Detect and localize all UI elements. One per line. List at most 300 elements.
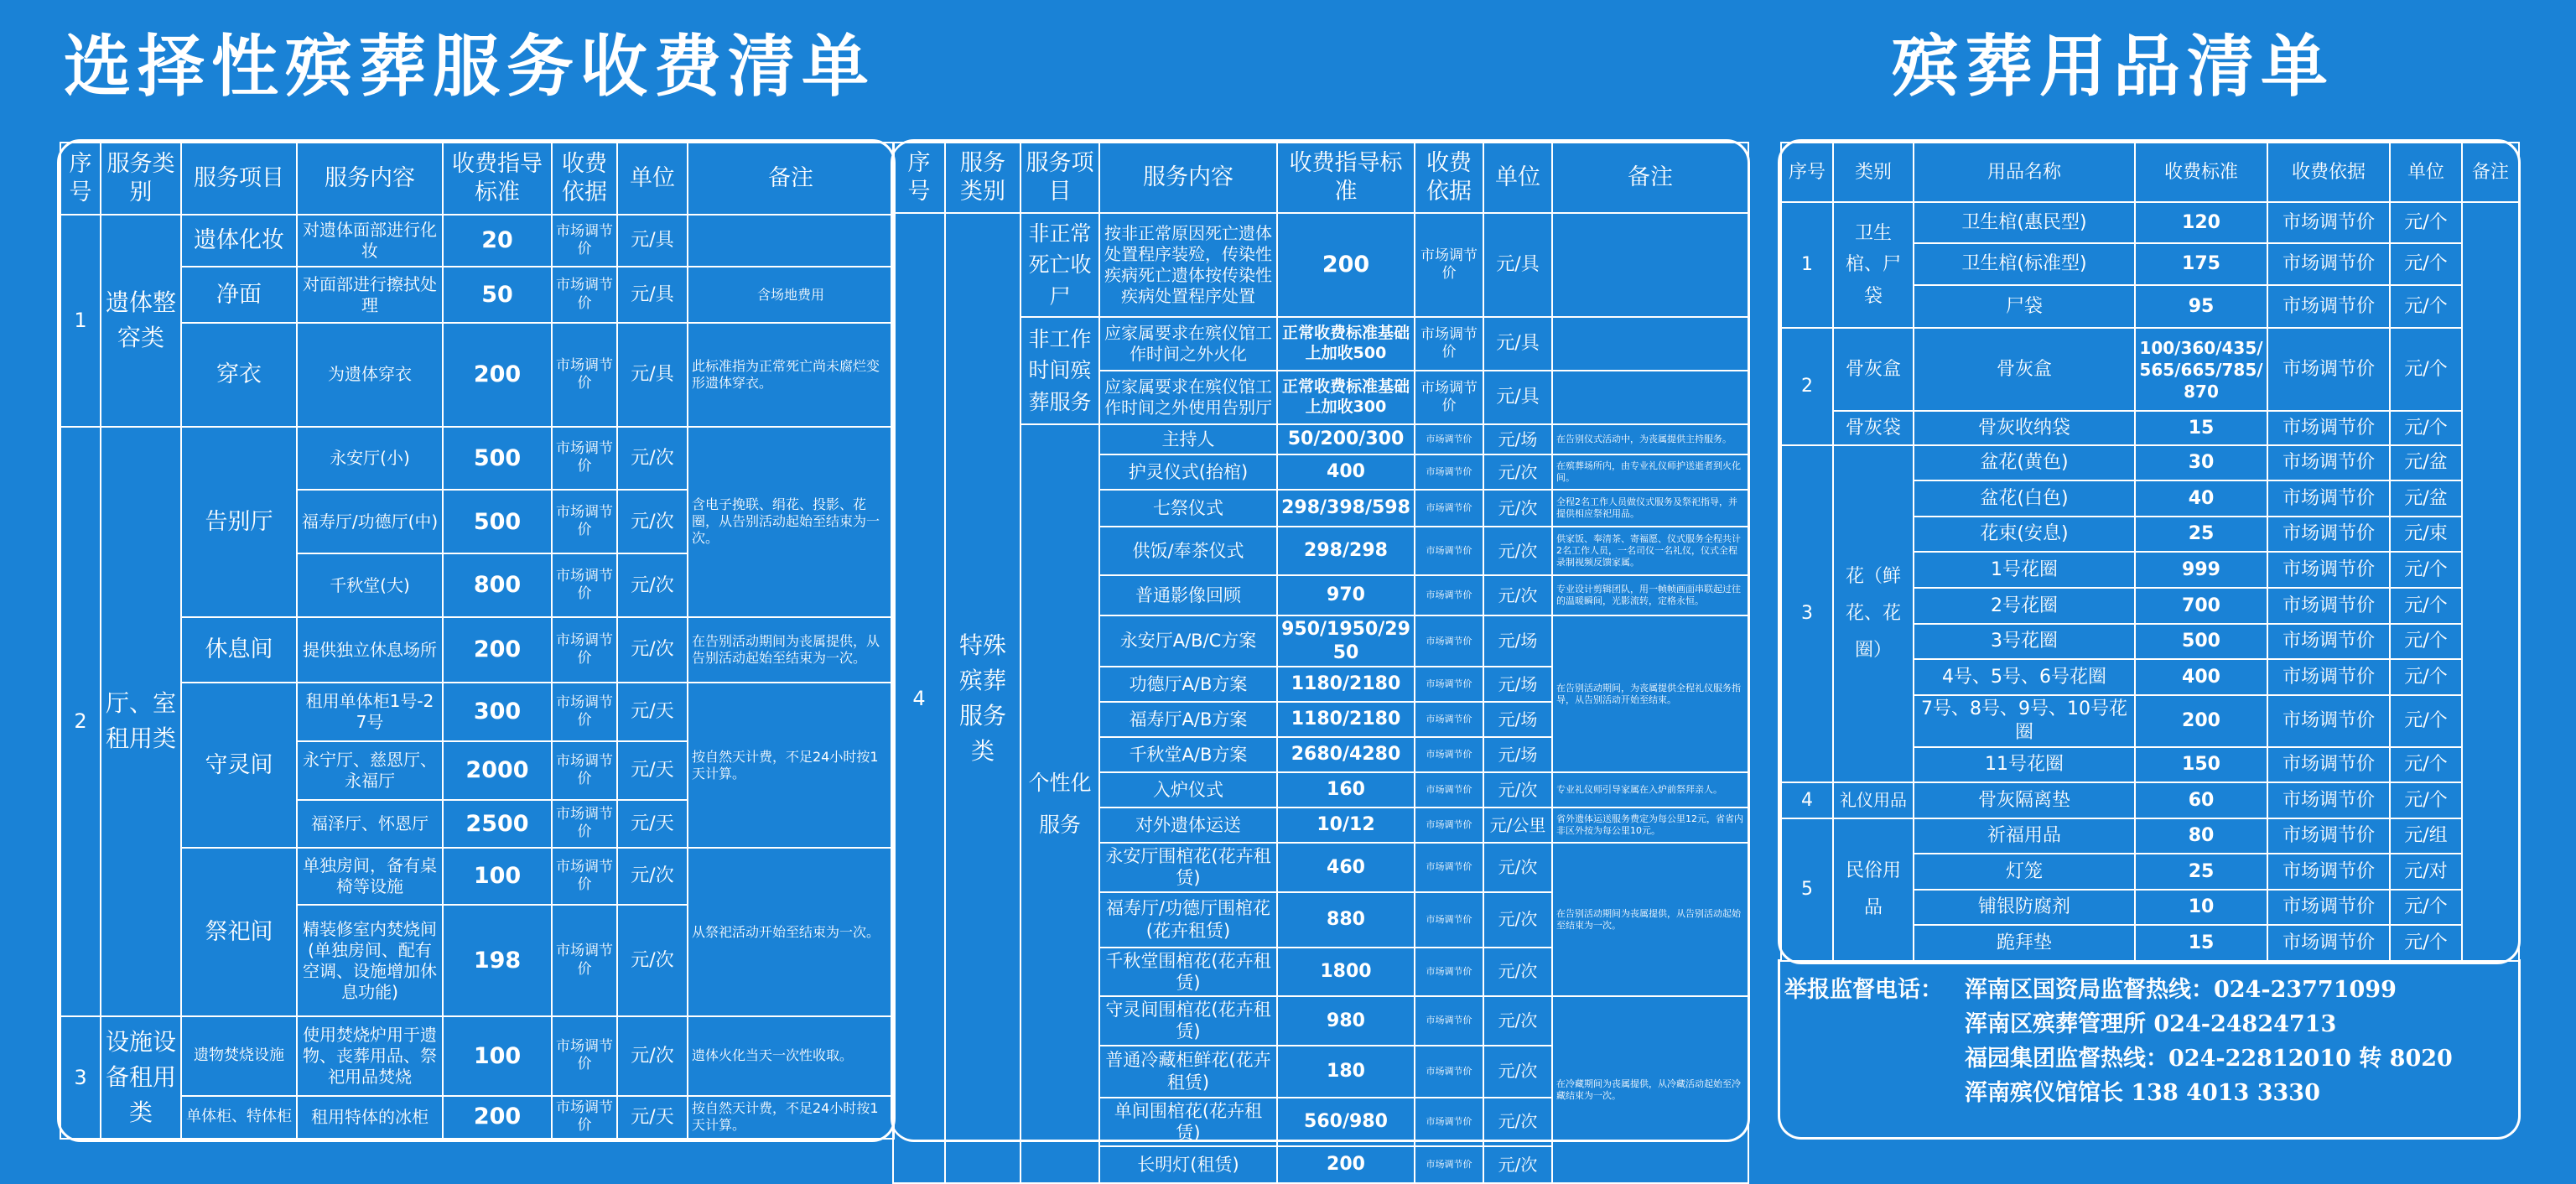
supply-fee: 400 — [2135, 659, 2267, 695]
service-project: 单体柜、特体柜 — [181, 1096, 297, 1139]
supply-unit: 元/盆 — [2390, 445, 2462, 481]
service-content: 入炉仪式 — [1099, 772, 1277, 808]
service-content: 供饭/奉茶仪式 — [1099, 527, 1277, 575]
supply-fee: 15 — [2135, 411, 2267, 445]
service-group: 个性化服务 — [1021, 424, 1099, 1183]
note — [1552, 317, 1748, 371]
table-row — [60, 427, 894, 491]
table-row — [60, 1096, 894, 1139]
fee-unit: 元/场 — [1483, 615, 1552, 667]
fee-value: 100 — [443, 848, 552, 905]
fee-unit: 元/次 — [617, 848, 688, 905]
supply-basis: 市场调节价 — [2267, 695, 2390, 747]
note: 按自然天计费，不足24小时按1天计算。 — [688, 683, 894, 848]
table-row — [1781, 818, 2519, 854]
table-row — [60, 683, 894, 741]
supply-basis: 市场调节价 — [2267, 517, 2390, 553]
supply-name: 卫生棺(惠民型) — [1914, 202, 2135, 243]
supply-basis: 市场调节价 — [2267, 782, 2390, 818]
section-number: 3 — [1781, 445, 1833, 782]
service-project: 休息间 — [181, 617, 297, 683]
table-row — [1781, 411, 2519, 445]
service-content: 千秋堂围棺花(花卉租赁) — [1099, 948, 1277, 997]
supply-fee: 40 — [2135, 480, 2267, 517]
note: 此标准指为正常死亡尚未腐烂变形遗体穿衣。 — [688, 323, 894, 426]
header-cell: 服务类别 — [101, 143, 181, 215]
service-content: 主持人 — [1099, 424, 1277, 454]
fee-basis: 市场调节价 — [1415, 737, 1483, 772]
supply-name: 盆花(白色) — [1914, 480, 2135, 517]
fee-basis: 市场调节价 — [1415, 1098, 1483, 1147]
supply-fee: 100/360/435/565/665/785/870 — [2135, 328, 2267, 411]
note: 在殡葬场所内，由专业礼仪师护送逝者到火化间。 — [1552, 454, 1748, 490]
fee-basis: 市场调节价 — [552, 905, 617, 1016]
supply-note — [2462, 202, 2519, 961]
table-row — [60, 267, 894, 324]
header-cell: 服务内容 — [297, 143, 443, 215]
section-category: 设施设备租用类 — [101, 1016, 181, 1139]
fee-unit: 元/次 — [1483, 1046, 1552, 1098]
section-category: 礼仪用品 — [1833, 782, 1914, 818]
fee-value: 2680/4280 — [1277, 737, 1415, 772]
note: 在冷藏期间为丧属提供，从冷藏活动起始至冷藏结束为一次。 — [1552, 996, 1748, 1183]
fee-basis: 市场调节价 — [552, 1096, 617, 1139]
service-content: 守灵间围棺花(花卉租赁) — [1099, 996, 1277, 1046]
service-project: 祭祀间 — [181, 848, 297, 1016]
service-content: 普通冷藏柜鲜花(花卉租赁) — [1099, 1046, 1277, 1098]
section-number: 5 — [1781, 818, 1833, 961]
service-project: 遗体化妆 — [181, 215, 297, 267]
supply-unit: 元/盆 — [2390, 480, 2462, 517]
fee-basis: 市场调节价 — [1415, 490, 1483, 527]
fee-unit: 元/具 — [1483, 213, 1552, 317]
supply-unit: 元/个 — [2390, 202, 2462, 243]
supply-unit: 元/个 — [2390, 552, 2462, 588]
service-fee-table-right — [891, 139, 1750, 1176]
service-content: 单独房间，备有桌椅等设施 — [297, 848, 443, 905]
fee-basis: 市场调节价 — [552, 800, 617, 848]
fee-basis: 市场调节价 — [1415, 575, 1483, 615]
contact-label: 举报监督电话： — [1784, 977, 1943, 1003]
service-fee-table-left — [57, 139, 896, 1142]
supply-name: 盆花(黄色) — [1914, 445, 2135, 481]
table-row — [1781, 445, 2519, 481]
section-number: 4 — [1781, 782, 1833, 818]
section-category: 遗体整容类 — [101, 215, 181, 426]
supply-fee: 30 — [2135, 445, 2267, 481]
table-row — [60, 848, 894, 905]
note: 在告别仪式活动中，为丧属提供主持服务。 — [1552, 424, 1748, 454]
fee-basis: 市场调节价 — [1415, 772, 1483, 808]
service-content: 为遗体穿衣 — [297, 323, 443, 426]
fee-value: 950/1950/2950 — [1277, 615, 1415, 667]
supply-name: 花束(安息) — [1914, 517, 2135, 553]
fee-basis: 市场调节价 — [552, 1016, 617, 1095]
fee-basis: 市场调节价 — [1415, 213, 1483, 317]
fee-value: 560/980 — [1277, 1098, 1415, 1147]
fee-value: 200 — [443, 323, 552, 426]
supply-basis: 市场调节价 — [2267, 854, 2390, 890]
note: 按自然天计费，不足24小时按1天计算。 — [688, 1096, 894, 1139]
supply-basis: 市场调节价 — [2267, 243, 2390, 286]
service-content: 提供独立休息场所 — [297, 617, 443, 683]
note: 供家饭、奉清茶、寄福愿、仪式服务全程共计2名工作人员，一名司仪一名礼仪，仪式全程录制视频反馈家属。 — [1552, 527, 1748, 575]
fee-basis: 市场调节价 — [1415, 1046, 1483, 1098]
supply-basis: 市场调节价 — [2267, 818, 2390, 854]
fee-unit: 元/具 — [617, 267, 688, 324]
contact-line: 浑南殡仪馆馆长 138 4013 3330 — [1965, 1080, 2320, 1106]
supply-name: 1号花圈 — [1914, 552, 2135, 588]
fee-value: 1180/2180 — [1277, 667, 1415, 702]
section-number: 3 — [60, 1016, 101, 1139]
header-cell: 单位 — [617, 143, 688, 215]
header-cell: 收费依据 — [2267, 143, 2390, 202]
fee-value: 970 — [1277, 575, 1415, 615]
service-content: 精装修室内焚烧间(单独房间、配有空调、设施增加休息功能) — [297, 905, 443, 1016]
note — [688, 215, 894, 267]
supply-basis: 市场调节价 — [2267, 552, 2390, 588]
fee-unit: 元/场 — [1483, 737, 1552, 772]
fee-unit: 元/次 — [1483, 892, 1552, 948]
header-cell: 单位 — [1483, 143, 1552, 213]
service-content: 永安厅围棺花(花卉租赁) — [1099, 843, 1277, 892]
fee-unit: 元/次 — [617, 905, 688, 1016]
supply-unit: 元/个 — [2390, 890, 2462, 926]
fee-value: 160 — [1277, 772, 1415, 808]
service-content: 应家属要求在殡仪馆工作时间之外使用告别厅 — [1099, 371, 1277, 424]
supply-basis: 市场调节价 — [2267, 747, 2390, 783]
supply-basis: 市场调节价 — [2267, 890, 2390, 926]
fee-basis: 市场调节价 — [1415, 424, 1483, 454]
table-row — [893, 317, 1748, 371]
fee-basis: 市场调节价 — [1415, 667, 1483, 702]
header-cell: 备注 — [2462, 143, 2519, 202]
section-number: 4 — [893, 213, 945, 1183]
supply-name: 11号花圈 — [1914, 747, 2135, 783]
main-title: 选择性殡葬服务收费清单 — [64, 28, 875, 106]
supply-fee: 150 — [2135, 747, 2267, 783]
fee-unit: 元/次 — [1483, 948, 1552, 997]
fee-basis: 市场调节价 — [1415, 702, 1483, 737]
fee-value: 1180/2180 — [1277, 702, 1415, 737]
service-content: 长明灯(租赁) — [1099, 1146, 1277, 1183]
header-cell: 服务内容 — [1099, 143, 1277, 213]
service-content: 护灵仪式(抬棺) — [1099, 454, 1277, 490]
fee-unit: 元/具 — [1483, 371, 1552, 424]
note: 含场地费用 — [688, 267, 894, 324]
section-category: 花（鲜花、花圈） — [1833, 445, 1914, 782]
fee-unit: 元/天 — [617, 741, 688, 800]
supply-unit: 元/个 — [2390, 782, 2462, 818]
supply-unit: 元/个 — [2390, 747, 2462, 783]
supply-name: 卫生棺(标准型) — [1914, 243, 2135, 286]
note: 专业设计剪辑团队，用一帧帧画面串联起过往的温暖瞬间，光影流转，定格永恒。 — [1552, 575, 1748, 615]
note: 全程2名工作人员做仪式服务及祭祀指导，并提供相应祭祀用品。 — [1552, 490, 1748, 527]
supply-name: 4号、5号、6号花圈 — [1914, 659, 2135, 695]
fee-value: 200 — [1277, 1146, 1415, 1183]
note: 专业礼仪师引导家属在入炉前祭拜亲人。 — [1552, 772, 1748, 808]
section-number: 2 — [1781, 328, 1833, 445]
fee-basis: 市场调节价 — [552, 617, 617, 683]
supply-unit: 元/对 — [2390, 854, 2462, 890]
supply-basis: 市场调节价 — [2267, 202, 2390, 243]
fee-unit: 元/天 — [617, 683, 688, 741]
service-content: 福寿厅/功德厅(中) — [297, 490, 443, 553]
table-header-row — [1781, 143, 2519, 202]
fee-unit: 元/次 — [1483, 1098, 1552, 1147]
supply-unit: 元/个 — [2390, 328, 2462, 411]
service-content: 永安厅A/B/C方案 — [1099, 615, 1277, 667]
supply-name: 7号、8号、9号、10号花圈 — [1914, 695, 2135, 747]
fee-basis: 市场调节价 — [1415, 527, 1483, 575]
fee-value: 200 — [1277, 213, 1415, 317]
fee-unit: 元/具 — [1483, 317, 1552, 371]
fee-unit: 元/次 — [617, 617, 688, 683]
contact-line: 福园集团监督热线：024-22812010 转 8020 — [1965, 1046, 2453, 1072]
fee-basis: 市场调节价 — [552, 267, 617, 324]
header-cell: 服务项目 — [1021, 143, 1099, 213]
fee-value: 298/398/598 — [1277, 490, 1415, 527]
fee-value: 2500 — [443, 800, 552, 848]
fee-basis: 市场调节价 — [552, 553, 617, 617]
header-cell: 收费依据 — [1415, 143, 1483, 213]
fee-value: 500 — [443, 427, 552, 491]
supply-basis: 市场调节价 — [2267, 659, 2390, 695]
service-content: 福寿厅A/B方案 — [1099, 702, 1277, 737]
section-category: 卫生棺、尸袋 — [1833, 202, 1914, 328]
fee-unit: 元/次 — [617, 427, 688, 491]
service-content: 七祭仪式 — [1099, 490, 1277, 527]
service-content: 千秋堂(大) — [297, 553, 443, 617]
fee-basis: 市场调节价 — [552, 427, 617, 491]
supply-basis: 市场调节价 — [2267, 328, 2390, 411]
service-group: 非正常死亡收尸 — [1021, 213, 1099, 317]
fee-value: 100 — [443, 1016, 552, 1095]
fee-unit: 元/次 — [1483, 1146, 1552, 1183]
note: 在告别活动期间为丧属提供，从告别活动起始至结束为一次。 — [1552, 843, 1748, 996]
fee-value: 2000 — [443, 741, 552, 800]
supply-fee: 120 — [2135, 202, 2267, 243]
supply-fee: 60 — [2135, 782, 2267, 818]
fee-basis: 市场调节价 — [1415, 948, 1483, 997]
fee-unit: 元/次 — [1483, 454, 1552, 490]
note: 从祭祀活动开始至结束为一次。 — [688, 848, 894, 1016]
supply-fee: 25 — [2135, 517, 2267, 553]
fee-unit: 元/次 — [1483, 575, 1552, 615]
header-cell: 收费标准 — [2135, 143, 2267, 202]
fee-basis: 市场调节价 — [1415, 1146, 1483, 1183]
service-content: 功德厅A/B方案 — [1099, 667, 1277, 702]
fee-value: 800 — [443, 553, 552, 617]
supply-basis: 市场调节价 — [2267, 285, 2390, 328]
supply-fee: 200 — [2135, 695, 2267, 747]
section-category: 厅、室租用类 — [101, 427, 181, 1017]
note: 含电子挽联、绢花、投影、花圈，从告别活动起始至结束为一次。 — [688, 427, 894, 618]
fee-value: 20 — [443, 215, 552, 267]
supply-unit: 元/个 — [2390, 624, 2462, 660]
table-row — [893, 213, 1748, 317]
service-content: 对遗体面部进行化妆 — [297, 215, 443, 267]
supply-unit: 元/个 — [2390, 285, 2462, 328]
service-group: 非工作时间殡葬服务 — [1021, 317, 1099, 424]
fee-value: 10/12 — [1277, 808, 1415, 843]
service-project: 遗物焚烧设施 — [181, 1016, 297, 1095]
supply-unit: 元/组 — [2390, 818, 2462, 854]
supply-name: 3号花圈 — [1914, 624, 2135, 660]
note: 在告别活动期间，为丧属提供全程礼仪服务指导，从告别活动开始至结束。 — [1552, 615, 1748, 772]
contact-line: 浑南区国资局监督热线：024-23771099 — [1965, 977, 2397, 1003]
service-content: 永宁厅、慈恩厅、永福厅 — [297, 741, 443, 800]
fee-basis: 市场调节价 — [552, 683, 617, 741]
supply-fee: 25 — [2135, 854, 2267, 890]
fee-value: 300 — [443, 683, 552, 741]
supply-fee: 95 — [2135, 285, 2267, 328]
header-cell: 用品名称 — [1914, 143, 2135, 202]
service-project: 告别厅 — [181, 427, 297, 618]
header-cell: 收费指导标准 — [443, 143, 552, 215]
supply-basis: 市场调节价 — [2267, 624, 2390, 660]
supply-basis: 市场调节价 — [2267, 925, 2390, 961]
fee-unit: 元/场 — [1483, 702, 1552, 737]
note — [1552, 213, 1748, 317]
table-row — [1781, 328, 2519, 411]
fee-basis: 市场调节价 — [552, 215, 617, 267]
contact-line: 浑南区殡葬管理所 024-24824713 — [1965, 1011, 2337, 1037]
service-content: 按非正常原因死亡遗体处置程序装殓，传染性疾病死亡遗体按传染性疾病处置程序处置 — [1099, 213, 1277, 317]
header-cell: 序号 — [1781, 143, 1833, 202]
table-row — [60, 323, 894, 426]
fee-basis: 市场调节价 — [552, 741, 617, 800]
fee-basis: 市场调节价 — [1415, 843, 1483, 892]
header-cell: 备注 — [688, 143, 894, 215]
fee-basis: 市场调节价 — [1415, 996, 1483, 1046]
fee-value: 460 — [1277, 843, 1415, 892]
supply-unit: 元/个 — [2390, 411, 2462, 445]
fee-value: 50/200/300 — [1277, 424, 1415, 454]
fee-value: 980 — [1277, 996, 1415, 1046]
header-cell: 收费指导标准 — [1277, 143, 1415, 213]
table-row — [1781, 782, 2519, 818]
fee-unit: 元/次 — [1483, 996, 1552, 1046]
supply-name: 2号花圈 — [1914, 588, 2135, 624]
service-content: 对外遗体运送 — [1099, 808, 1277, 843]
supply-basis: 市场调节价 — [2267, 588, 2390, 624]
fee-value: 正常收费标准基础上加收500 — [1277, 317, 1415, 371]
header-cell: 服务类别 — [945, 143, 1021, 213]
service-content: 普通影像回顾 — [1099, 575, 1277, 615]
supply-basis: 市场调节价 — [2267, 411, 2390, 445]
header-cell: 备注 — [1552, 143, 1748, 213]
fee-value: 298/298 — [1277, 527, 1415, 575]
supply-fee: 80 — [2135, 818, 2267, 854]
header-cell: 序号 — [893, 143, 945, 213]
supply-name: 骨灰隔离垫 — [1914, 782, 2135, 818]
table-row — [1781, 202, 2519, 243]
fee-value: 正常收费标准基础上加收300 — [1277, 371, 1415, 424]
supply-fee: 700 — [2135, 588, 2267, 624]
service-content: 对面部进行擦拭处理 — [297, 267, 443, 324]
service-project: 净面 — [181, 267, 297, 324]
header-cell: 序号 — [60, 143, 101, 215]
supply-name: 尸袋 — [1914, 285, 2135, 328]
supplies-title: 殡葬用品清单 — [1892, 28, 2334, 106]
fee-unit: 元/场 — [1483, 667, 1552, 702]
table-header-row — [60, 143, 894, 215]
note: 在告别活动期间为丧属提供，从告别活动起始至结束为一次。 — [688, 617, 894, 683]
fee-basis: 市场调节价 — [552, 323, 617, 426]
section-number: 1 — [1781, 202, 1833, 328]
fee-unit: 元/次 — [1483, 490, 1552, 527]
fee-unit: 元/次 — [1483, 772, 1552, 808]
service-project: 穿衣 — [181, 323, 297, 426]
section-category: 民俗用品 — [1833, 818, 1914, 961]
fee-basis: 市场调节价 — [1415, 615, 1483, 667]
fee-unit: 元/次 — [617, 1016, 688, 1095]
fee-basis: 市场调节价 — [552, 848, 617, 905]
supply-name: 跪拜垫 — [1914, 925, 2135, 961]
service-content: 租用单体柜1号-27号 — [297, 683, 443, 741]
supply-fee: 500 — [2135, 624, 2267, 660]
table-row — [60, 215, 894, 267]
fee-unit: 元/天 — [617, 1096, 688, 1139]
table-row — [60, 1016, 894, 1095]
fee-value: 198 — [443, 905, 552, 1016]
section-category: 骨灰盒 — [1833, 328, 1914, 411]
service-content: 应家属要求在殡仪馆工作时间之外火化 — [1099, 317, 1277, 371]
service-content: 福寿厅/功德厅围棺花(花卉租赁) — [1099, 892, 1277, 948]
supplies-table — [1778, 139, 2521, 964]
service-content: 福泽厅、怀恩厅 — [297, 800, 443, 848]
fee-basis: 市场调节价 — [1415, 317, 1483, 371]
fee-value: 200 — [443, 617, 552, 683]
supply-fee: 175 — [2135, 243, 2267, 286]
fee-unit: 元/次 — [1483, 843, 1552, 892]
fee-unit: 元/场 — [1483, 424, 1552, 454]
note: 省外遗体运送服务费定为每公里12元，省省内非区外按为每公里10元。 — [1552, 808, 1748, 843]
fee-unit: 元/天 — [617, 800, 688, 848]
service-content: 千秋堂A/B方案 — [1099, 737, 1277, 772]
fee-value: 1800 — [1277, 948, 1415, 997]
fee-unit: 元/次 — [1483, 527, 1552, 575]
supply-name: 骨灰收纳袋 — [1914, 411, 2135, 445]
supply-unit: 元/个 — [2390, 695, 2462, 747]
supply-basis: 市场调节价 — [2267, 445, 2390, 481]
header-cell: 服务项目 — [181, 143, 297, 215]
service-project: 守灵间 — [181, 683, 297, 848]
fee-unit: 元/次 — [617, 553, 688, 617]
note: 遗体火化当天一次性收取。 — [688, 1016, 894, 1095]
supply-unit: 元/个 — [2390, 659, 2462, 695]
fee-basis: 市场调节价 — [1415, 892, 1483, 948]
section-category: 骨灰袋 — [1833, 411, 1914, 445]
header-cell: 收费依据 — [552, 143, 617, 215]
supply-fee: 15 — [2135, 925, 2267, 961]
fee-value: 500 — [443, 490, 552, 553]
section-number: 2 — [60, 427, 101, 1017]
supply-unit: 元/个 — [2390, 243, 2462, 286]
fee-value: 50 — [443, 267, 552, 324]
supply-name: 祈福用品 — [1914, 818, 2135, 854]
service-content: 使用焚烧炉用于遗物、丧葬用品、祭祀用品焚烧 — [297, 1016, 443, 1095]
table-row — [60, 617, 894, 683]
fee-unit: 元/具 — [617, 215, 688, 267]
supply-fee: 10 — [2135, 890, 2267, 926]
fee-value: 180 — [1277, 1046, 1415, 1098]
fee-basis: 市场调节价 — [1415, 454, 1483, 490]
supply-unit: 元/个 — [2390, 588, 2462, 624]
fee-unit: 元/次 — [617, 490, 688, 553]
supply-name: 灯笼 — [1914, 854, 2135, 890]
